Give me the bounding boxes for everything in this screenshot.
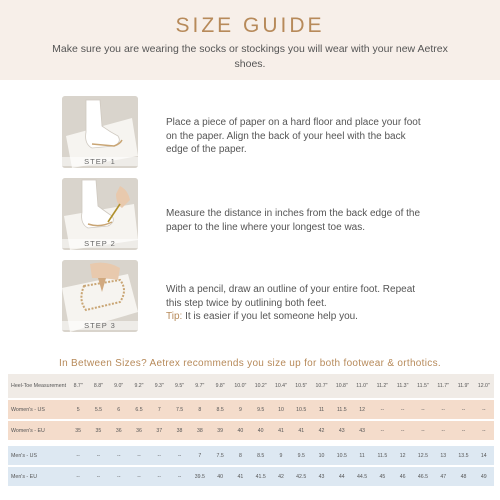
step-2-photo bbox=[62, 178, 138, 250]
row-label-cell: Women's - US bbox=[8, 400, 68, 419]
size-cell: 36 bbox=[129, 421, 149, 440]
page-subtitle: Make sure you are wearing the socks or stockings you will wear with your new Aetrex shoes. bbox=[52, 43, 448, 70]
tip-text: It is easier if you let someone help you. bbox=[185, 311, 358, 322]
measurement-header-cell: 9.2" bbox=[129, 374, 149, 398]
size-cell: 12 bbox=[393, 446, 413, 465]
table-row bbox=[8, 467, 494, 486]
size-cell: 41 bbox=[271, 421, 291, 440]
size-cell: -- bbox=[453, 421, 473, 440]
row-label-cell: Women's - EU bbox=[8, 421, 68, 440]
step-2-label: STEP 2 bbox=[62, 239, 138, 248]
size-cell: 10.5 bbox=[332, 446, 352, 465]
size-cell: 35 bbox=[88, 421, 108, 440]
size-cell: 9 bbox=[230, 400, 250, 419]
table-row bbox=[8, 400, 494, 419]
measurement-header-cell: 12.0" bbox=[474, 374, 494, 398]
size-cell: -- bbox=[68, 467, 88, 486]
size-cell: 43 bbox=[311, 467, 331, 486]
measurement-header-cell: 10.0" bbox=[230, 374, 250, 398]
measurement-header-cell: 11.5" bbox=[413, 374, 433, 398]
size-cell: 41 bbox=[230, 467, 250, 486]
size-cell: 36 bbox=[109, 421, 129, 440]
size-cell: 8.5 bbox=[251, 446, 271, 465]
size-cell: 40 bbox=[251, 421, 271, 440]
measurement-header-cell: 9.8" bbox=[210, 374, 230, 398]
size-cell: -- bbox=[129, 446, 149, 465]
header-banner bbox=[0, 0, 500, 80]
size-cell: 12 bbox=[352, 400, 372, 419]
step-3-instruction: With a pencil, draw an outline of your entire foot. Repeat this step twice by outlining both feet. bbox=[166, 284, 416, 309]
size-cell: 6.5 bbox=[129, 400, 149, 419]
measurement-header-cell: 10.8" bbox=[332, 374, 352, 398]
size-cell: 12.5 bbox=[413, 446, 433, 465]
size-cell: 11 bbox=[311, 400, 331, 419]
row-label-cell: Men's - EU bbox=[8, 467, 68, 486]
size-cell: 9.5 bbox=[251, 400, 271, 419]
step-1-label: STEP 1 bbox=[62, 157, 138, 166]
row-label-cell: Men's - US bbox=[8, 446, 68, 465]
size-cell: 42 bbox=[311, 421, 331, 440]
step-1-photo bbox=[62, 96, 138, 168]
size-cell: 42 bbox=[271, 467, 291, 486]
size-cell: -- bbox=[413, 400, 433, 419]
size-cell: 7.5 bbox=[169, 400, 189, 419]
measurement-header-cell: 10.4" bbox=[271, 374, 291, 398]
measurement-header-cell: 8.7" bbox=[68, 374, 88, 398]
step-3-label: STEP 3 bbox=[62, 321, 138, 330]
size-cell: 7 bbox=[149, 400, 169, 419]
measurement-header-cell: 11.0" bbox=[352, 374, 372, 398]
size-cell: 49 bbox=[474, 467, 494, 486]
size-cell: 39.5 bbox=[190, 467, 210, 486]
page-title: SIZE GUIDE bbox=[175, 14, 325, 37]
measurement-header-cell: 9.7" bbox=[190, 374, 210, 398]
size-cell: 10.5 bbox=[291, 400, 311, 419]
step-3-text bbox=[166, 283, 426, 324]
measurement-header-cell: 9.0" bbox=[109, 374, 129, 398]
size-cell: 44 bbox=[332, 467, 352, 486]
table-header-row bbox=[8, 374, 494, 398]
size-cell: 7.5 bbox=[210, 446, 230, 465]
size-cell: 9.5 bbox=[291, 446, 311, 465]
size-cell: 39 bbox=[210, 421, 230, 440]
measurement-header-cell: 11.7" bbox=[433, 374, 453, 398]
size-cell: -- bbox=[372, 400, 392, 419]
size-cell: 11.5 bbox=[372, 446, 392, 465]
size-cell: 43 bbox=[352, 421, 372, 440]
size-cell: 10 bbox=[311, 446, 331, 465]
size-cell: 13.5 bbox=[453, 446, 473, 465]
size-cell: 40 bbox=[230, 421, 250, 440]
measurement-header-cell: 9.5" bbox=[169, 374, 189, 398]
size-cell: -- bbox=[88, 446, 108, 465]
size-cell: 5 bbox=[68, 400, 88, 419]
size-cell: -- bbox=[109, 446, 129, 465]
table-row bbox=[8, 446, 494, 465]
size-cell: 41 bbox=[291, 421, 311, 440]
size-cell: 48 bbox=[453, 467, 473, 486]
size-cell: -- bbox=[68, 446, 88, 465]
size-chart-table bbox=[8, 374, 494, 486]
size-cell: -- bbox=[474, 400, 494, 419]
measurement-header-cell: 10.5" bbox=[291, 374, 311, 398]
size-cell: 8 bbox=[230, 446, 250, 465]
step-3-photo bbox=[62, 260, 138, 332]
size-cell: -- bbox=[453, 400, 473, 419]
size-cell: -- bbox=[149, 467, 169, 486]
step-2-text: Measure the distance in inches from the back edge of the paper to the line where your longest toe was. bbox=[166, 208, 421, 233]
size-cell: 46 bbox=[393, 467, 413, 486]
size-cell: -- bbox=[393, 400, 413, 419]
size-cell: 45 bbox=[372, 467, 392, 486]
step-1-text: Place a piece of paper on a hard floor and place your foot on the paper. Align the back of your heel with the back edge of the paper. bbox=[166, 117, 421, 155]
measurement-header-cell: 8.8" bbox=[88, 374, 108, 398]
size-cell: -- bbox=[169, 446, 189, 465]
size-cell: 13 bbox=[433, 446, 453, 465]
size-cell: -- bbox=[393, 421, 413, 440]
heel-toe-header: Heel-Toe Measurement bbox=[8, 374, 68, 398]
size-cell: 14 bbox=[474, 446, 494, 465]
size-cell: -- bbox=[474, 421, 494, 440]
size-cell: 8.5 bbox=[210, 400, 230, 419]
size-cell: 40 bbox=[210, 467, 230, 486]
size-cell: 37 bbox=[149, 421, 169, 440]
measurement-header-cell: 10.7" bbox=[311, 374, 331, 398]
measurement-header-cell: 11.3" bbox=[393, 374, 413, 398]
size-cell: 11.5 bbox=[332, 400, 352, 419]
size-cell: 43 bbox=[332, 421, 352, 440]
size-cell: -- bbox=[433, 400, 453, 419]
size-cell: -- bbox=[109, 467, 129, 486]
size-cell: 38 bbox=[169, 421, 189, 440]
size-cell: 9 bbox=[271, 446, 291, 465]
measurement-header-cell: 9.3" bbox=[149, 374, 169, 398]
size-cell: 41.5 bbox=[251, 467, 271, 486]
measurement-header-cell: 11.2" bbox=[372, 374, 392, 398]
size-cell: -- bbox=[169, 467, 189, 486]
size-cell: -- bbox=[413, 421, 433, 440]
size-cell: 6 bbox=[109, 400, 129, 419]
size-cell: 44.5 bbox=[352, 467, 372, 486]
size-cell: 11 bbox=[352, 446, 372, 465]
size-cell: -- bbox=[88, 467, 108, 486]
size-cell: 47 bbox=[433, 467, 453, 486]
table-row bbox=[8, 421, 494, 440]
size-cell: -- bbox=[149, 446, 169, 465]
size-cell: 5.5 bbox=[88, 400, 108, 419]
size-cell: 10 bbox=[271, 400, 291, 419]
size-cell: 8 bbox=[190, 400, 210, 419]
size-cell: 7 bbox=[190, 446, 210, 465]
measurement-header-cell: 11.9" bbox=[453, 374, 473, 398]
size-cell: 46.5 bbox=[413, 467, 433, 486]
size-cell: -- bbox=[433, 421, 453, 440]
tip-label: Tip: bbox=[166, 311, 183, 322]
size-cell: 35 bbox=[68, 421, 88, 440]
size-cell: -- bbox=[372, 421, 392, 440]
size-cell: 38 bbox=[190, 421, 210, 440]
size-cell: -- bbox=[129, 467, 149, 486]
size-cell: 42.5 bbox=[291, 467, 311, 486]
in-between-sizes-note: In Between Sizes? Aetrex recommends you size up for both footwear & orthotics. bbox=[59, 358, 441, 369]
measurement-header-cell: 10.2" bbox=[251, 374, 271, 398]
